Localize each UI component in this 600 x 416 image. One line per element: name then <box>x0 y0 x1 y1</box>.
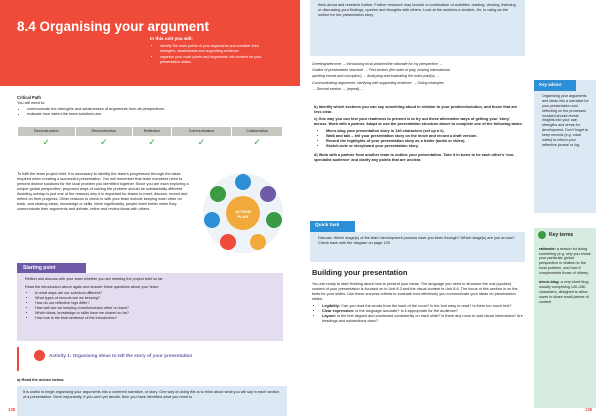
flow-line: Communicating arguments; clarifying with supporting evidence → Giving examples <box>312 80 444 85</box>
criteria-term: Clear expression: <box>322 309 355 314</box>
question-c: c) One way you can test your readiness to present is to try out these alternative ways of getting your 'story' across. Work with a partner. Adapt or use the presentation structure above to complete one of the following tasks: <box>314 117 523 127</box>
term-entry <box>539 280 591 305</box>
building-section <box>312 282 525 325</box>
section-heading: Building your presentation <box>312 268 408 277</box>
flow-line: Outline of presentation structure → First section (the state of play, hosting international <box>312 68 450 73</box>
start-read: Read the introduction above again and answer these questions about your team: <box>25 284 160 289</box>
unit-banner <box>0 0 300 86</box>
question-d: d) Work with a partner from another team to outline your presentation. Take it in turns to be each other's 'non-specialist audience' and clarify any points that are unclear. <box>314 152 515 162</box>
term-def: a reason for doing something (e.g. why you chose your particular global perspective in relation to the local problem, and how it complements those of others) <box>539 246 591 276</box>
building-intro: You are ready to start thinking about how to present your ideas. The language you need to structure the oral (spoken) content of your presentation is focused on in Unit 8.3 and the visual content in Unit 8.6. The focus of this section is on the texts for your slides. Use these success criteria to evaluate how effectively you communicate your ideas on presentation slides: <box>312 282 518 302</box>
task-item: • Micro-blog your presentation story in 140 characters (set up a #). <box>326 129 524 134</box>
task-item: • Walk and talk – tell your presentation story on the move and record a draft version. <box>326 134 524 139</box>
page-title: 8.4 Organising your argument <box>17 19 210 34</box>
starting-point-heading: Starting point <box>17 263 86 273</box>
key-advice-heading: Key advice <box>534 80 576 91</box>
key-advice-box: Organising your arguments and ideas into a narrative for your presentation and reflecting on the processes involved should reveal insights into your own strengths and areas for development. Don't forget to keep records (e.g. voice notes) to inform your reflective journal or log. <box>534 80 596 213</box>
critical-path-heading: Critical Path <box>17 95 41 100</box>
criteria-desc: Is the language accurate? Is it appropriate for the audience? <box>354 309 458 314</box>
table-header: Reflection <box>133 127 172 137</box>
activity-header <box>17 347 287 371</box>
critical-item: • communicate the strengths and weaknesses of arguments from all perspectives <box>27 106 287 111</box>
unit-item: • identify the main points of your arguments and consider their strengths, weaknesses and supporting evidence <box>160 44 270 54</box>
table-header: Collaboration <box>231 127 282 137</box>
need-to-text: You will need to: <box>17 100 46 106</box>
criteria-desc: Is the text aligned and positioned consistently on each slide? Is there any room to add visual information? Are headings and subsections clear? <box>322 314 523 324</box>
intro-paragraph: To fulfil the team project brief, it is necessary to identify the team's progression through the tasks required when creating a successful presentation. You will remember that team members need to present distinct solutions for the local problem you identified together. Since you are each exploring a unique global perspective, proposed ways of solving the problem should be substantially different. Avoiding overlap is just one of the reasons why it is important for teams to meet, discuss, record and reflect on their progress. Other reasons to check in with your team include keeping each other on track, and sharing ideas, knowledge or skills. More significantly, people learn better when they communicate their arguments and debate, refine and review ideas with others. <box>17 172 189 212</box>
activity-icon <box>34 350 45 361</box>
quick-task-box: Discuss: Which stage(s) of the team development process have you been through? Which stage(s) are you at now? Check back with the diagram on page 129. <box>310 232 525 262</box>
term-entry <box>539 247 591 277</box>
start-item: • Which ideas, knowledge or skills have we shared so far? <box>35 311 275 316</box>
check-icon: ✓ <box>231 136 282 150</box>
unit-heading: In this unit you will: <box>150 36 193 41</box>
flow-line: → Second section → (repeat) ... <box>312 86 364 91</box>
criteria-item <box>322 314 525 324</box>
starting-point-box <box>17 273 283 341</box>
right-page <box>300 0 600 416</box>
unit-item: • organise your main points and arguments into content for your presentation slides. <box>160 55 270 65</box>
check-icon: ✓ <box>133 136 172 150</box>
term-word: rationale: <box>539 246 556 251</box>
check-icon: ✓ <box>18 136 76 150</box>
key-terms-box <box>534 228 596 408</box>
task-item: • Sketch-note or storyboard your presentation story. <box>326 144 524 149</box>
advice-box-continued: think about and research further. Further research may include a combination of activities: reading, viewing, listening or discussing your findings, queries and thoughts with others. Look at the sections a student, Jin, is using as the outline for her presentation story. <box>310 0 525 56</box>
start-item: • How well are we keeping ourselves/each other on track? <box>35 306 275 311</box>
critical-path <box>17 95 287 116</box>
table-header: Deconstruction <box>18 127 76 137</box>
action-plan-label: ACTION PLAN <box>235 209 251 220</box>
term-word: micro-blog: <box>539 280 560 285</box>
critical-item: • evaluate how varied the team solutions are. <box>27 111 287 116</box>
flow-line: Greeting/welcome → Introducing local problem/the rationale for my perspective → <box>312 62 443 66</box>
skills-table <box>17 126 283 151</box>
criteria-desc: Can you read the words from the back of the room? Is the font easy to read? Is there too much text? <box>340 304 512 309</box>
check-icon: ✓ <box>75 136 133 150</box>
check-icon: ✓ <box>172 136 232 150</box>
start-item: • How do our reflective logs differ? <box>35 301 275 306</box>
quick-task-heading: Quick task <box>310 221 355 232</box>
table-header: Reconstruction <box>75 127 133 137</box>
start-intro: Reflect and discuss with your team whether you are meeting the project brief so far. <box>25 277 164 281</box>
presentation-flow <box>312 62 527 93</box>
criteria-term: Legibility: <box>322 304 341 309</box>
page-number-left: 138 <box>8 407 15 413</box>
task-item: • Record the highlights of your presentation story as a trailer (audio or video). <box>326 139 524 144</box>
table-header: Communication <box>172 127 232 137</box>
page-number-right: 139 <box>585 407 592 413</box>
start-item: • How true is the final sentence of the introduction? <box>35 316 275 321</box>
read-advice-prompt: a) Read the advice below. <box>17 377 65 382</box>
flow-line: sporting events and corruption) → Analysing and evaluating the main point(s) → <box>312 74 440 79</box>
activity-questions <box>314 105 524 165</box>
key-terms-heading: Key terms <box>549 232 574 238</box>
term-def: a very short blog, usually comprising 140–280 characters, designed to allow users to share small pieces of content <box>539 280 590 304</box>
start-item: • What types of records are we keeping? <box>35 296 275 301</box>
start-item: • In what ways are our solutions different? <box>35 291 275 296</box>
advice-box: It is useful to begin organising your arguments into a coherent narrative, or story. One way of doing this is to think about what you will say in each section of a presentation. More importantly, if you can't yet decide, then you have identified what you need to <box>17 386 287 416</box>
question-b: b) Identify which sections you can say something about in relation to your problem/solution, and those that are less clear. <box>314 105 518 115</box>
criteria-term: Layout: <box>322 314 336 319</box>
activity-title: Activity 1: Organising ideas to tell the story of your presentation <box>49 353 193 358</box>
action-plan-graphic <box>200 170 286 256</box>
key-terms-icon <box>538 231 546 239</box>
unit-objectives <box>150 36 270 66</box>
